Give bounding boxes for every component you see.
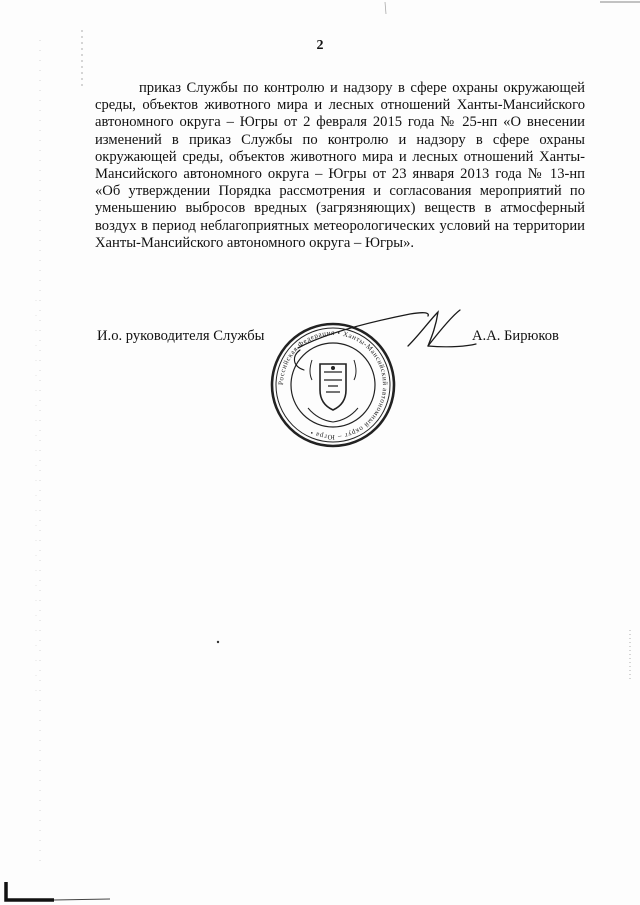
page-number: 2 (316, 38, 324, 53)
signatory-name: А.А. Бирюков (472, 328, 559, 344)
signatory-position: И.о. руководителя Службы (97, 328, 265, 344)
handwritten-signature (290, 306, 480, 381)
body-paragraph: приказ Службы по контролю и надзору в сфере охраны окружающей среды, объектов животного мира и лесных отношений Ханты-Мансийского автономного округа – Югры от 2 февраля 2015 года № 25-нп «О внесении изменений в приказ Службы по контролю и надзору в сфере охраны окружающей среды, объектов животного мира и лесных отношений Ханты-Мансийского автономного округа – Югры от 23 января 2013 года № 13-нп «Об утверждении Порядка рассмотрения и согласования мероприятий по уменьшению выбросов вредных (загрязняющих) веществ в атмосферный воздух в период неблагоприятных метеорологических условий на территории Ханты-Мансийского автономного округа – Югры». (95, 80, 585, 251)
seal-ring-text: Российская Федерация • Ханты-Мансийский автономный округ – Югра • (276, 328, 390, 442)
